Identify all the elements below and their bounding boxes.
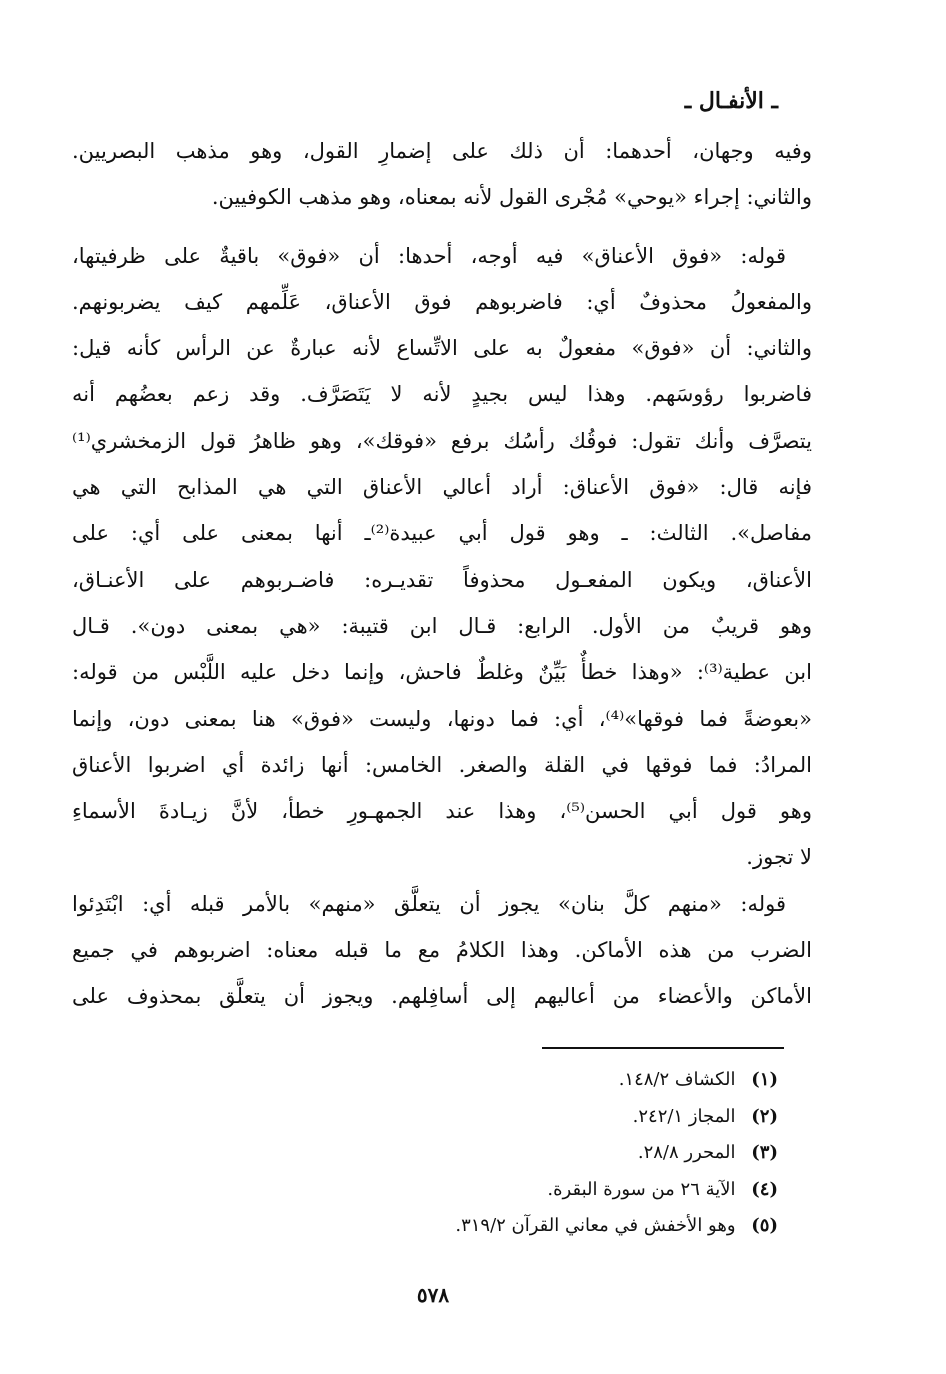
footnote-number: (١) — [751, 1069, 778, 1090]
text-line: وهو قول أبي الحسن⁽⁵⁾، وهذا عند الجمهـورِ خطأ، لأنَّ زيـادةَ الأسماءِ — [72, 799, 812, 824]
footnote-number: (٥) — [751, 1215, 778, 1236]
text-line: مفاصل». الثالث: ـ وهو قول أبي عبيدة⁽²⁾ـ أنها بمعنى على أي: على — [72, 521, 812, 546]
footnote-text: المجاز ٢٤٢/١. — [632, 1105, 736, 1127]
main-text — [72, 128, 812, 1020]
running-header: ـ الأنفـال ـ — [684, 88, 778, 114]
text-line: والثاني: إجراء «يوحي» مُجْرى القول لأنه بمعناه، وهو مذهب الكوفيين. — [211, 185, 812, 210]
page-number: ٥٧٨ — [416, 1283, 450, 1307]
text-line: يتصرَّف وأنك تقول: فوقُك رأسُك برفع «فوقك»، وهو ظاهرُ قول الزمخشري⁽¹⁾ — [72, 428, 812, 453]
text-line: فإنه قال: «فوق الأعناق: أراد أعالي الأعناق التي هي المذابح التي هي — [72, 475, 812, 500]
footnote-item — [218, 1172, 778, 1209]
footnote-item — [218, 1208, 778, 1245]
text-line: والثاني: أن «فوق» مفعولٌ به على الاتِّساع لأنه عبارةٌ عن الرأس كأنه قيل: — [72, 336, 812, 361]
text-line: لا تجوز. — [746, 845, 812, 870]
footnote-item — [218, 1135, 778, 1172]
text-line: ابن عطية⁽³⁾: «وهذا خطأٌ بَيِّنٌ وغلطٌ فاحش، وإنما دخل عليه اللَّبْس من قوله: — [72, 660, 812, 685]
text-line: الأعناق، ويكون المفعـول محذوفاً تقديـره: فاضـربوهم على الأعنـاق، — [72, 567, 812, 592]
text-line: الضرب من هذه الأماكن. وهذا الكلامُ مع ما قبله معناه: اضربوهم في جميع — [72, 938, 812, 963]
footnote-text: الآية ٢٦ من سورة البقرة. — [547, 1178, 736, 1200]
footnote-text: المحرر ٢٨/٨. — [637, 1142, 736, 1163]
footnote-number: (٣) — [751, 1142, 778, 1163]
text-line: «بعوضةً فما فوقها»⁽⁴⁾، أي: فما دونها، وليست «فوق» هنا بمعنى دون، وإنما — [72, 706, 812, 731]
footnote-item — [218, 1099, 778, 1136]
text-line: قوله: «فوق الأعناق» فيه أوجه، أحدها: أن «فوق» باقيةٌ على ظرفيتها، — [72, 243, 786, 268]
text-line: الأماكن والأعضاء من أعاليهم إلى أسافِلهم. ويجوز أن يتعلَّق بمحذوف على — [72, 984, 812, 1009]
text-line: وفيه وجهان، أحدهما: أن ذلك على إضمارِ القول، وهو مذهب البصريين. — [72, 139, 812, 163]
text-line: المرادُ: فما فوقها في القلة والصغر. الخامس: أنها زائدة أي اضربوا الأعناق — [72, 752, 812, 777]
footnote-number: (٤) — [751, 1178, 778, 1200]
footnote-text: وهو الأخفش في معاني القرآن ٣١٩/٢. — [455, 1215, 736, 1236]
text-line: والمفعولُ محذوفٌ أي: فاضربوهم فوق الأعناق، عَلِّمهم كيف يضربونهم. — [72, 289, 812, 314]
footnote-divider — [542, 1047, 784, 1049]
text-line: وهو قريبٌ من الأول. الرابع: قـال ابن قتيبة: «هي بمعنى دون». قـال — [72, 613, 812, 638]
footnote-item — [218, 1062, 778, 1099]
text-line: فاضربوا رؤوسَهم. وهذا ليس بجيدٍ لأنه لا يَتَصَرَّف. وقد زعم بعضُهم أنه — [72, 382, 812, 407]
footnote-text: الكشاف ١٤٨/٢. — [618, 1069, 736, 1090]
footnotes — [218, 1062, 778, 1245]
paragraph-gap — [72, 221, 812, 233]
text-line: قوله: «منهم كلَّ بنان» يجوز أن يتعلَّق «منهم» بالأمر قبله أي: ابْتَدِئوا — [72, 891, 786, 916]
footnote-number: (٢) — [751, 1105, 778, 1127]
